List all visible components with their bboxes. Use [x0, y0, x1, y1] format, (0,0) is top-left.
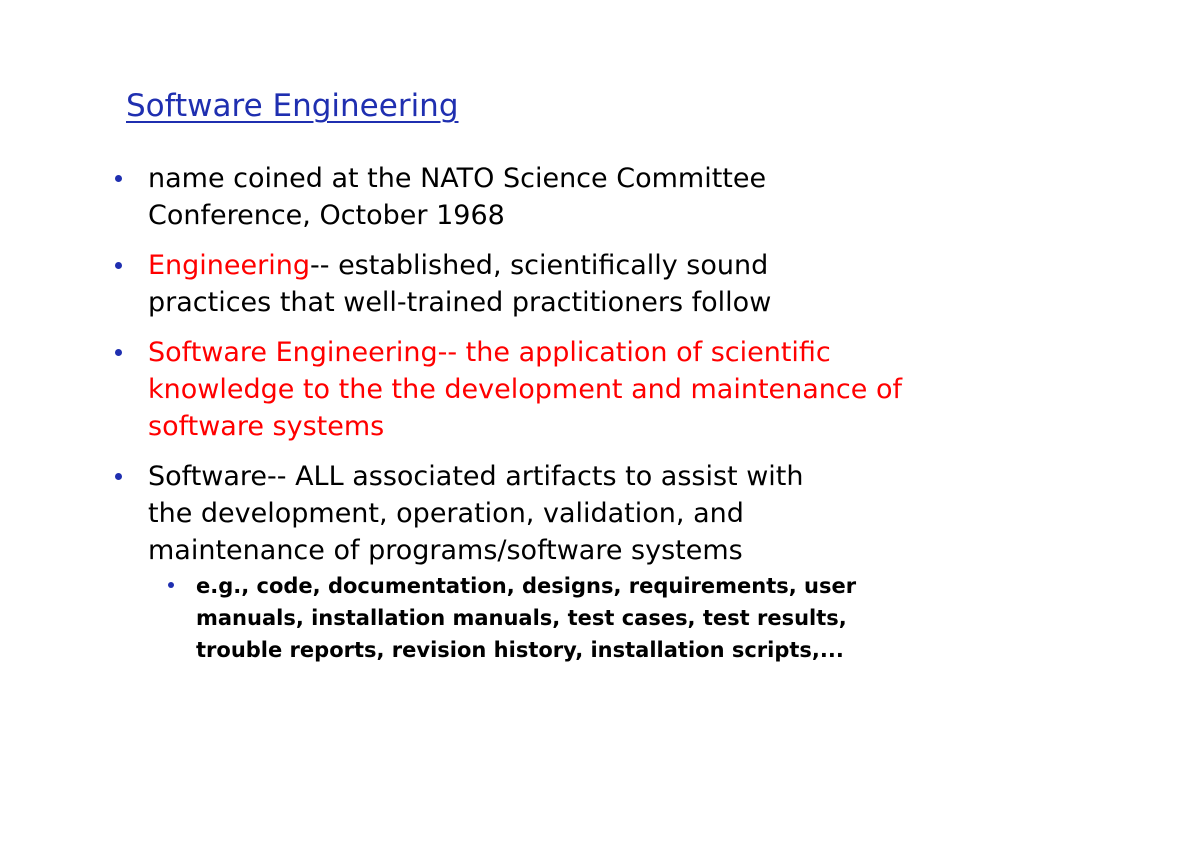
sub-bullet-list: [148, 570, 1173, 666]
bullet-text-line: name coined at the NATO Science Committee: [148, 163, 767, 194]
bullet-text: -- established, scientifically sound: [310, 250, 769, 281]
slide-title: Software Engineering: [126, 88, 459, 124]
bullet-item-software: [113, 458, 1173, 666]
bullet-item-engineering: [113, 247, 1173, 321]
sub-bullet-item-examples: [148, 570, 1173, 666]
sub-bullet-text-line: trouble reports, revision history, installation scripts,...: [196, 638, 844, 662]
bullet-text-line: Software Engineering-- the application of scientific: [148, 337, 831, 368]
highlighted-term: Engineering: [148, 250, 310, 281]
bullet-list: [113, 160, 1173, 679]
bullet-text-line: the development, operation, validation, and: [148, 498, 744, 529]
sub-bullet-text-line: e.g., code, documentation, designs, requirements, user: [196, 574, 857, 598]
bullet-icon: [115, 262, 122, 269]
bullet-icon: [115, 349, 122, 356]
bullet-text-line: maintenance of programs/software systems: [148, 535, 743, 566]
bullet-text-line: knowledge to the the development and maintenance of: [148, 374, 902, 405]
bullet-item-software-engineering: [113, 334, 1173, 445]
bullet-icon: [115, 473, 122, 480]
bullet-item-nato: [113, 160, 1173, 234]
bullet-text-line: software systems: [148, 411, 385, 442]
bullet-text-line: Software-- ALL associated artifacts to assist with: [148, 461, 804, 492]
sub-bullet-text-line: manuals, installation manuals, test cases, test results,: [196, 606, 847, 630]
bullet-text-line: practices that well-trained practitioners follow: [148, 287, 772, 318]
bullet-text-line: [148, 247, 1173, 284]
sub-bullet-icon: [168, 582, 174, 588]
bullet-text-line: Conference, October 1968: [148, 200, 505, 231]
bullet-icon: [115, 175, 122, 182]
